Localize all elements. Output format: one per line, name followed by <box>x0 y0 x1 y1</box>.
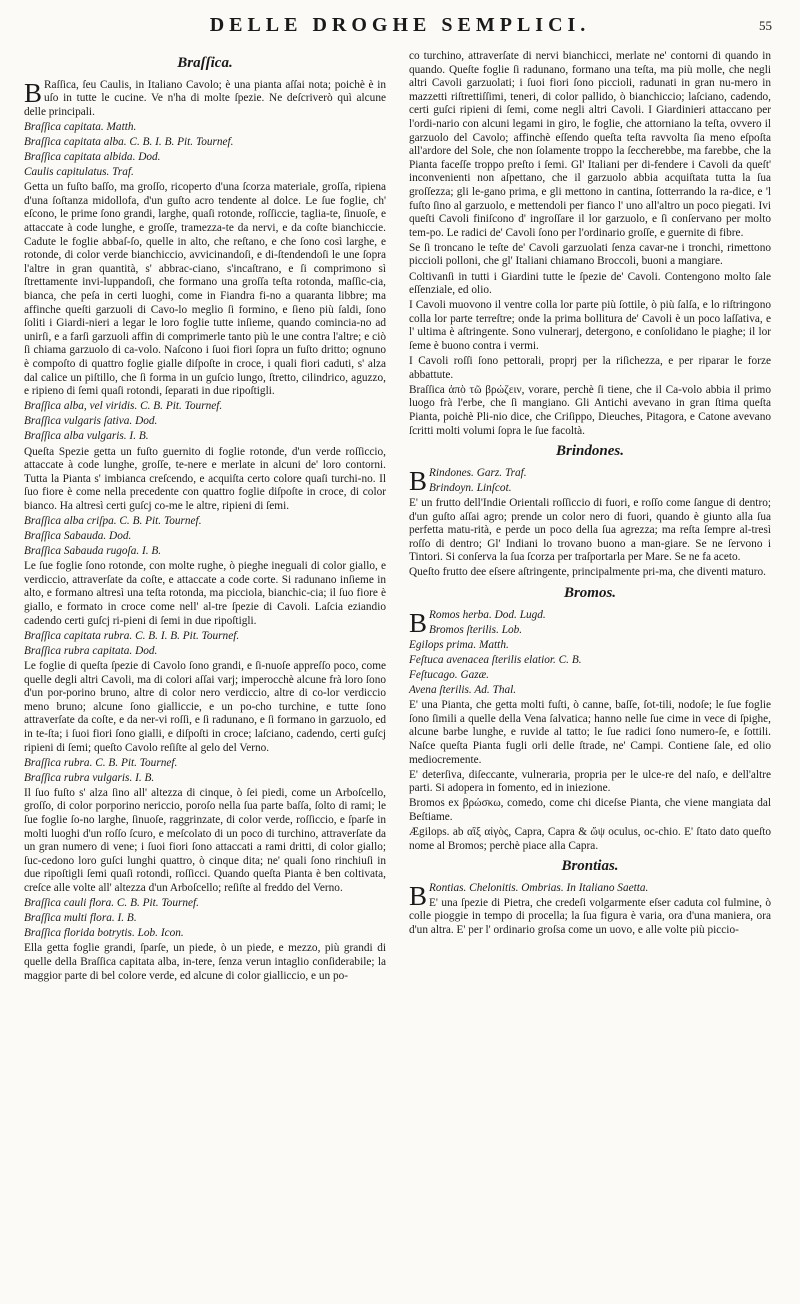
paragraph: Ella getta foglie grandi, ſparſe, un piede, ò un piede, e mezzo, più grandi di quelle della Braſſica capitata alba, in-tere, ſenza verun intaglio conſiderabile; la maggior parte di bel colore verde, ed alcune di color gialliccio, e un po- <box>24 942 386 982</box>
paragraph: Le ſue foglie ſono rotonde, con molte rughe, ò pieghe ineguali di color giallo, e verdiccio, attraverſate da coſte, e attaccate a code corte. Si radunano inſieme in alto, e formano altresì una teſta rotonda, ma picciola, bianchic-cia; il ſuo fiore è giallo, e formato in croce come nell' al-tre ſpezie di Cavoli. Laſcia eziandio cadendo certi guſcj ri-pieni di ſemi in due ripoſtigli. <box>24 560 386 627</box>
paragraph: co turchino, attraverſate di nervi bianchicci, merlate ne' contorni di quando in quando. Queſte foglie ſi radunano, formano una teſta, ma più molle, che negli altri Cavoli garzuolati; i ſuoi fiori ſono piccioli, radunati in gran nu-mero in mazzetti riſtrettiſſimi, teneri, di color pallido, ò bianchiccio; laſciano, cadendo, certi guſci ripieni di ſemi, come negli altri Cavoli. I Giardinieri attaccano per l'ordi-nario con alcuni legami in giro, le foglie, che attorniano la teſta, ovvero il garzuolo del Cavolo; affinchè eſſendo queſta teſta ravvolta ſia meno eſpoſta all'ardore del Sole, che non ſolamente troppo la ſeccherebbe, ma farebbe, che la Pianta faceſſe troppo preſto i ſemi. Gl' Italiani per di-fendere i Cavoli da queſt' inconvenienti non aſpettano, che il garzuolo abbia acquiſtata tutta la ſua groſſezza; gli le-gano prima, e gli mettono in cantina, ſotterrando la ra-dice, e 'l fuſto ſino al garzuolo, e mettendoli per fianco l' uno all'altro un poco piegati. Ivi queſti Cavoli finiſcono d' ingroſſare il lor garzuolo, e ſi conſervano per molto tem-po. Le radici de' Cavoli ſono per l'ordinario groſſe, e guernite di fibre. <box>409 50 771 239</box>
entry-text: Raſſica, ſeu Caulis, in Italiano Cavolo; è una pianta aſſai nota; poichè è in uſo in tutte le cucine. Ve n'ha di molte ſpezie. Ne deſcriverò quì alcune delle principali. <box>24 78 386 118</box>
synonym-line: Avena ſterilis. Ad. Thal. <box>409 684 517 697</box>
synonym-line: Egilops prima. Matth. <box>409 638 509 651</box>
section-heading-brontias: Brontias. <box>561 858 619 875</box>
drop-cap: B <box>24 77 43 108</box>
drop-cap: B <box>409 880 428 911</box>
drop-cap: B <box>409 465 428 496</box>
synonym-line: Bromos ſterilis. Lob. <box>429 623 523 636</box>
synonym-line: Braſſica Sabauda. Dod. <box>24 530 132 543</box>
paragraph: E' una ſpezie di Pietra, che credeſi volgarmente eſser caduta col fulmine, ò colle pioggie in tempo di procella; la ſua figura è varia, ora d'una maniera, ora d'un altra. E' per l' ordinario groſsa come un uovo, e alle volte più piccio- <box>409 896 771 937</box>
paragraph: Braſſica ἀπὸ τῶ βρώζειν, vorare, perchè ſi tiene, che il Ca-volo abbia il primo luogo frà l'erbe, che ſi mangiano. Gli Antichi avevano in gran ſtima queſta Pianta, poichè Pli-nio dice, che Criſippo, Dieuches, Pitagora, e Catone avevano ſcritti molti volumi ſopra le ſue facoltà. <box>409 383 771 437</box>
running-title: DELLE DROGHE SEMPLICI. <box>209 14 591 36</box>
section-heading-bromos: Bromos. <box>563 584 617 601</box>
synonym-line: Braſſica Sabauda rugoſa. I. B. <box>24 545 162 558</box>
page-number: 55 <box>759 18 772 33</box>
synonym-line: Braſſica rubra capitata. Dod. <box>24 644 158 657</box>
paragraph: Queſto frutto dee eſsere aſtringente, principalmente pri-ma, che diventi maturo. <box>409 566 766 579</box>
paragraph: Queſta Spezie getta un fuſto guernito di foglie rotonde, d'un verde roſſiccio, attaccate à code lunghe, groſſe, te-nere e merlate in alcuni de' loro contorni. Tutta la Pianta s' imbianca creſcendo, e acquiſta certo colore quaſi turchi-no. Il ſuo fiore è come nella precedente con quattro foglie diſpoſte in croce, di color bianco. Ha altresì certi guſcj co-me le altre, ripieni di ſemi. <box>24 445 386 512</box>
paragraph: Se ſi troncano le teſte de' Cavoli garzuolati ſenza cavar-ne i tronchi, rimettono piccioli polloni, che gl' Italiani chiamano Broccoli, buoni a mangiare. <box>409 241 771 268</box>
synonym-line: Feſtucago. Gazæ. <box>409 668 490 681</box>
synonym-line: Braſſica vulgaris ſativa. Dod. <box>24 415 158 428</box>
synonym-line: Braſſica rubra vulgaris. I. B. <box>24 771 155 784</box>
paragraph: E' deterſiva, diſeccante, vulneraria, propria per le ulce-re del naſo, e dell'altre parti. Si adopera in fomento, ed in iniezione. <box>409 768 771 795</box>
paragraph: E' una Pianta, che getta molti fuſti, ò canne, baſſe, ſot-tili, nodoſe; le ſue foglie ſono ſimili a quelle della Vena ſalvatica; hanno nelle ſue cime in vece di ſpighe, alcune barbe lunghe, e ruvide al tatto; le ſue radici ſono numero-ſe, e ſottili. Naſce queſta Pianta fugli orli delle ſtrade, ne' Campi. Contiene ſale, ed olio mediocremente. <box>409 699 771 766</box>
left-column <box>24 50 386 985</box>
synonym-line: Braſſica capitata alba. C. B. I. B. Pit. Tournef. <box>24 135 234 148</box>
synonym-line: Braſſica capitata rubra. C. B. I. B. Pit. Tournef. <box>24 629 240 642</box>
synonym-line: Braſſica alba, vel viridis. C. B. Pit. Tournef. <box>24 400 223 413</box>
entry-heading: Rindones. Garz. Traf. <box>429 466 527 479</box>
synonym-line: Braſſica capitata albida. Dod. <box>24 151 161 164</box>
paragraph: Bromos ex βρώσκω, comedo, come chi diceſse Pianta, che viene mangiata dal Beſtiame. <box>409 797 771 823</box>
drop-cap: B <box>409 607 428 638</box>
paragraph: E' un frutto dell'Indie Orientali roſſiccio di fuori, e roſſo come ſangue di dentro; d'un guſto aſſai agro; prende un color nero di fuori, quando è giunto alla ſua perfetta matu-rità, e perde un poco della ſua agrezza; ma reſta ſempre al-tresì roſſo di dentro; Gl' Indiani lo trovano buono a man-giare. Se ne ſervono i Tintori. Si conſerva la ſua ſcorza per traſportarla per Mare. Se ne fa aceto. <box>409 496 771 564</box>
synonym-line: Caulis capitulatus. Traf. <box>24 166 134 179</box>
synonym-line: Braſſica alba criſpa. C. B. Pit. Tournef. <box>24 515 202 527</box>
synonym-line: Brindoyn. Linſcot. <box>429 481 512 494</box>
page-header <box>0 14 800 44</box>
paragraph: I Cavoli roſſi ſono pettorali, proprj per la riſichezza, e per riparar le forze abbattute. <box>409 355 771 381</box>
synonym-line: Braſſica rubra. C. B. Pit. Tournef. <box>24 756 178 769</box>
paragraph: Coltivanſi in tutti i Giardini tutte le ſpezie de' Cavoli. Contengono molto ſale eſſenziale, ed olio. <box>409 270 771 297</box>
synonym-line: Feſtuca avenacea ſterilis elatior. C. B. <box>409 653 582 666</box>
synonym-line: Braſſica cauli flora. C. B. Pit. Tournef. <box>24 897 200 910</box>
section-heading-brassica: Braſſica. <box>177 55 233 71</box>
paragraph: I Cavoli muovono il ventre colla lor parte più ſottile, ò più ſalſa, e lo riſtringono colla lor parte terreſtre; onde la prima bollitura de' Cavoli è un poco laſſativa, e l' ultima è aſtringente. Sono vulnerarj, detergono, e conſolidano le piaghe; il lor ſeme è buono contra i vermi. <box>409 299 771 352</box>
paragraph: Getta un fuſto baſſo, ma groſſo, ricoperto d'una ſcorza materiale, groſſa, ripiena d'una ſoſtanza midollofa, d'un guſto acro tendente al dolce. Le ſue foglie, ch' eſcono, le prime ſono grandi, larghe, quaſi rotonde, roſſiccie, taglia-te, ſinuoſe, e attaccate à code lunghe, e groſſe, tramezza-te da nervi, e da coſte bianchiccie. Cadute le foglie abbaſ-ſo, quelle in alto, che reſtano, e che ſono così larghe, e rotonde, di color verde bianchiccio, avvicinandoſi, e di-ſtendendoſi le une ſopra l'altre in gran quantità, s' abbrac-ciano, s'incaſtrano, e ſi comprimono sì ſtrettamente invi-luppandoſi, che formano una groſſa teſta rotonda, maſſic-cia, bianca, che peſa in certi luoghi, come in Fiandra fi-no a quaranta libbre; ma affinche queſti garzuoli di Cavo-lo meglio ſi formino, e ſieno più ſaldi, ſono ſoliti i Giardi-nieri a legar le loro foglie tutte inſieme, quando comincia-no ad unirſi, e a farſi garzuoli affin di comprimerle tanto più le une contra l'altre; e ciò ſi chiama garzuolo di ca-volo. Naſcono i ſuoi fiori ſopra un fuſto dritto; ognuno è compoſto di quattro foglie gialle diſpoſte in croce, i quali fiori caduti, s' alza dal calice un piſtillo, che ſi forma in un guſcio lungo, ſtretto, cilindrico, aguzzo, e ripieno di ſemi quaſi rotondi, ſeparati in due ripoſtigli. <box>24 181 386 398</box>
entry-heading: Romos herba. Dod. Lugd. <box>429 608 546 621</box>
paragraph: Le foglie di queſta ſpezie di Cavolo ſono grandi, e ſi-nuoſe appreſſo poco, come quelle degli altri Cavoli, ma di colori aſſai varj; imperocchè alcune frà loro ſono d'un por-porino bruno, altre di color nero verdiccio, altre di co-lor verdiccio meno bruno; alcune ſono gialliccie, e un po-cho turchine, e tutte ſono attraverſate da coſte, e da ner-vi roſſi, e ſi radunano, e ſi formano in garzuolo, ed in te-ſta; i ſuoi fiori ſono gialli, e diſpoſti in croce; laſciano, cadendo, certi guſcj ripieni di ſemi; queſto Cavolo reſiſte al gelo del Verno. <box>24 659 386 754</box>
synonym-line: Braſſica multi flora. I. B. <box>24 912 137 925</box>
right-column <box>409 50 771 939</box>
section-heading-brindones: Brindones. <box>556 443 624 460</box>
paragraph: Ægilops. ab αἲξ αἰγὸς, Capra, Capra & ὤψ oculus, oc-chio. E' ſtato dato queſto nome al Bromos; perchè piace alla Capra. <box>409 825 771 852</box>
paragraph <box>409 880 771 911</box>
entry-heading: Rontias. Chelonitis. Ombrias. In Italiano Saetta. <box>429 881 649 894</box>
paragraph: Il ſuo fuſto s' alza ſino all' altezza di cinque, ò ſei piedi, come un Arboſcello, groſſo, di color porporino nericcio, poroſo nella ſua parte baſſa, ſolto di rami; le ſue foglie ſo-no larghe, ſinuoſe, raggrinzate, di color verde, roſſiccio, e ſparſe in molti luoghi d'un roſſo ſcuro, e meſcolato di un poco di turchino, attraverſate da un gran numero di vene; i ſuoi fiori ſono attaccati a rami dritti, di color giallo; ſuc-cedono loro guſci lunghi quattro, ò cinque dita; ne' quali ſono rinchiuſi in due ripoſtigli ſemi quaſi rotondi, roſſicci. Quando queſta Pianta è ben coltivata, creſce alle volte all' altezza d'un Arboſcello; reſiſte al freddo del Verno. <box>24 786 386 894</box>
paragraph <box>24 79 386 120</box>
synonym-line: Braſſica florida botrytis. Lob. Icon. <box>24 927 184 940</box>
synonym-line: Braſſica capitata. Matth. <box>24 120 137 133</box>
synonym-line: Braſſica alba vulgaris. I. B. <box>24 430 149 443</box>
